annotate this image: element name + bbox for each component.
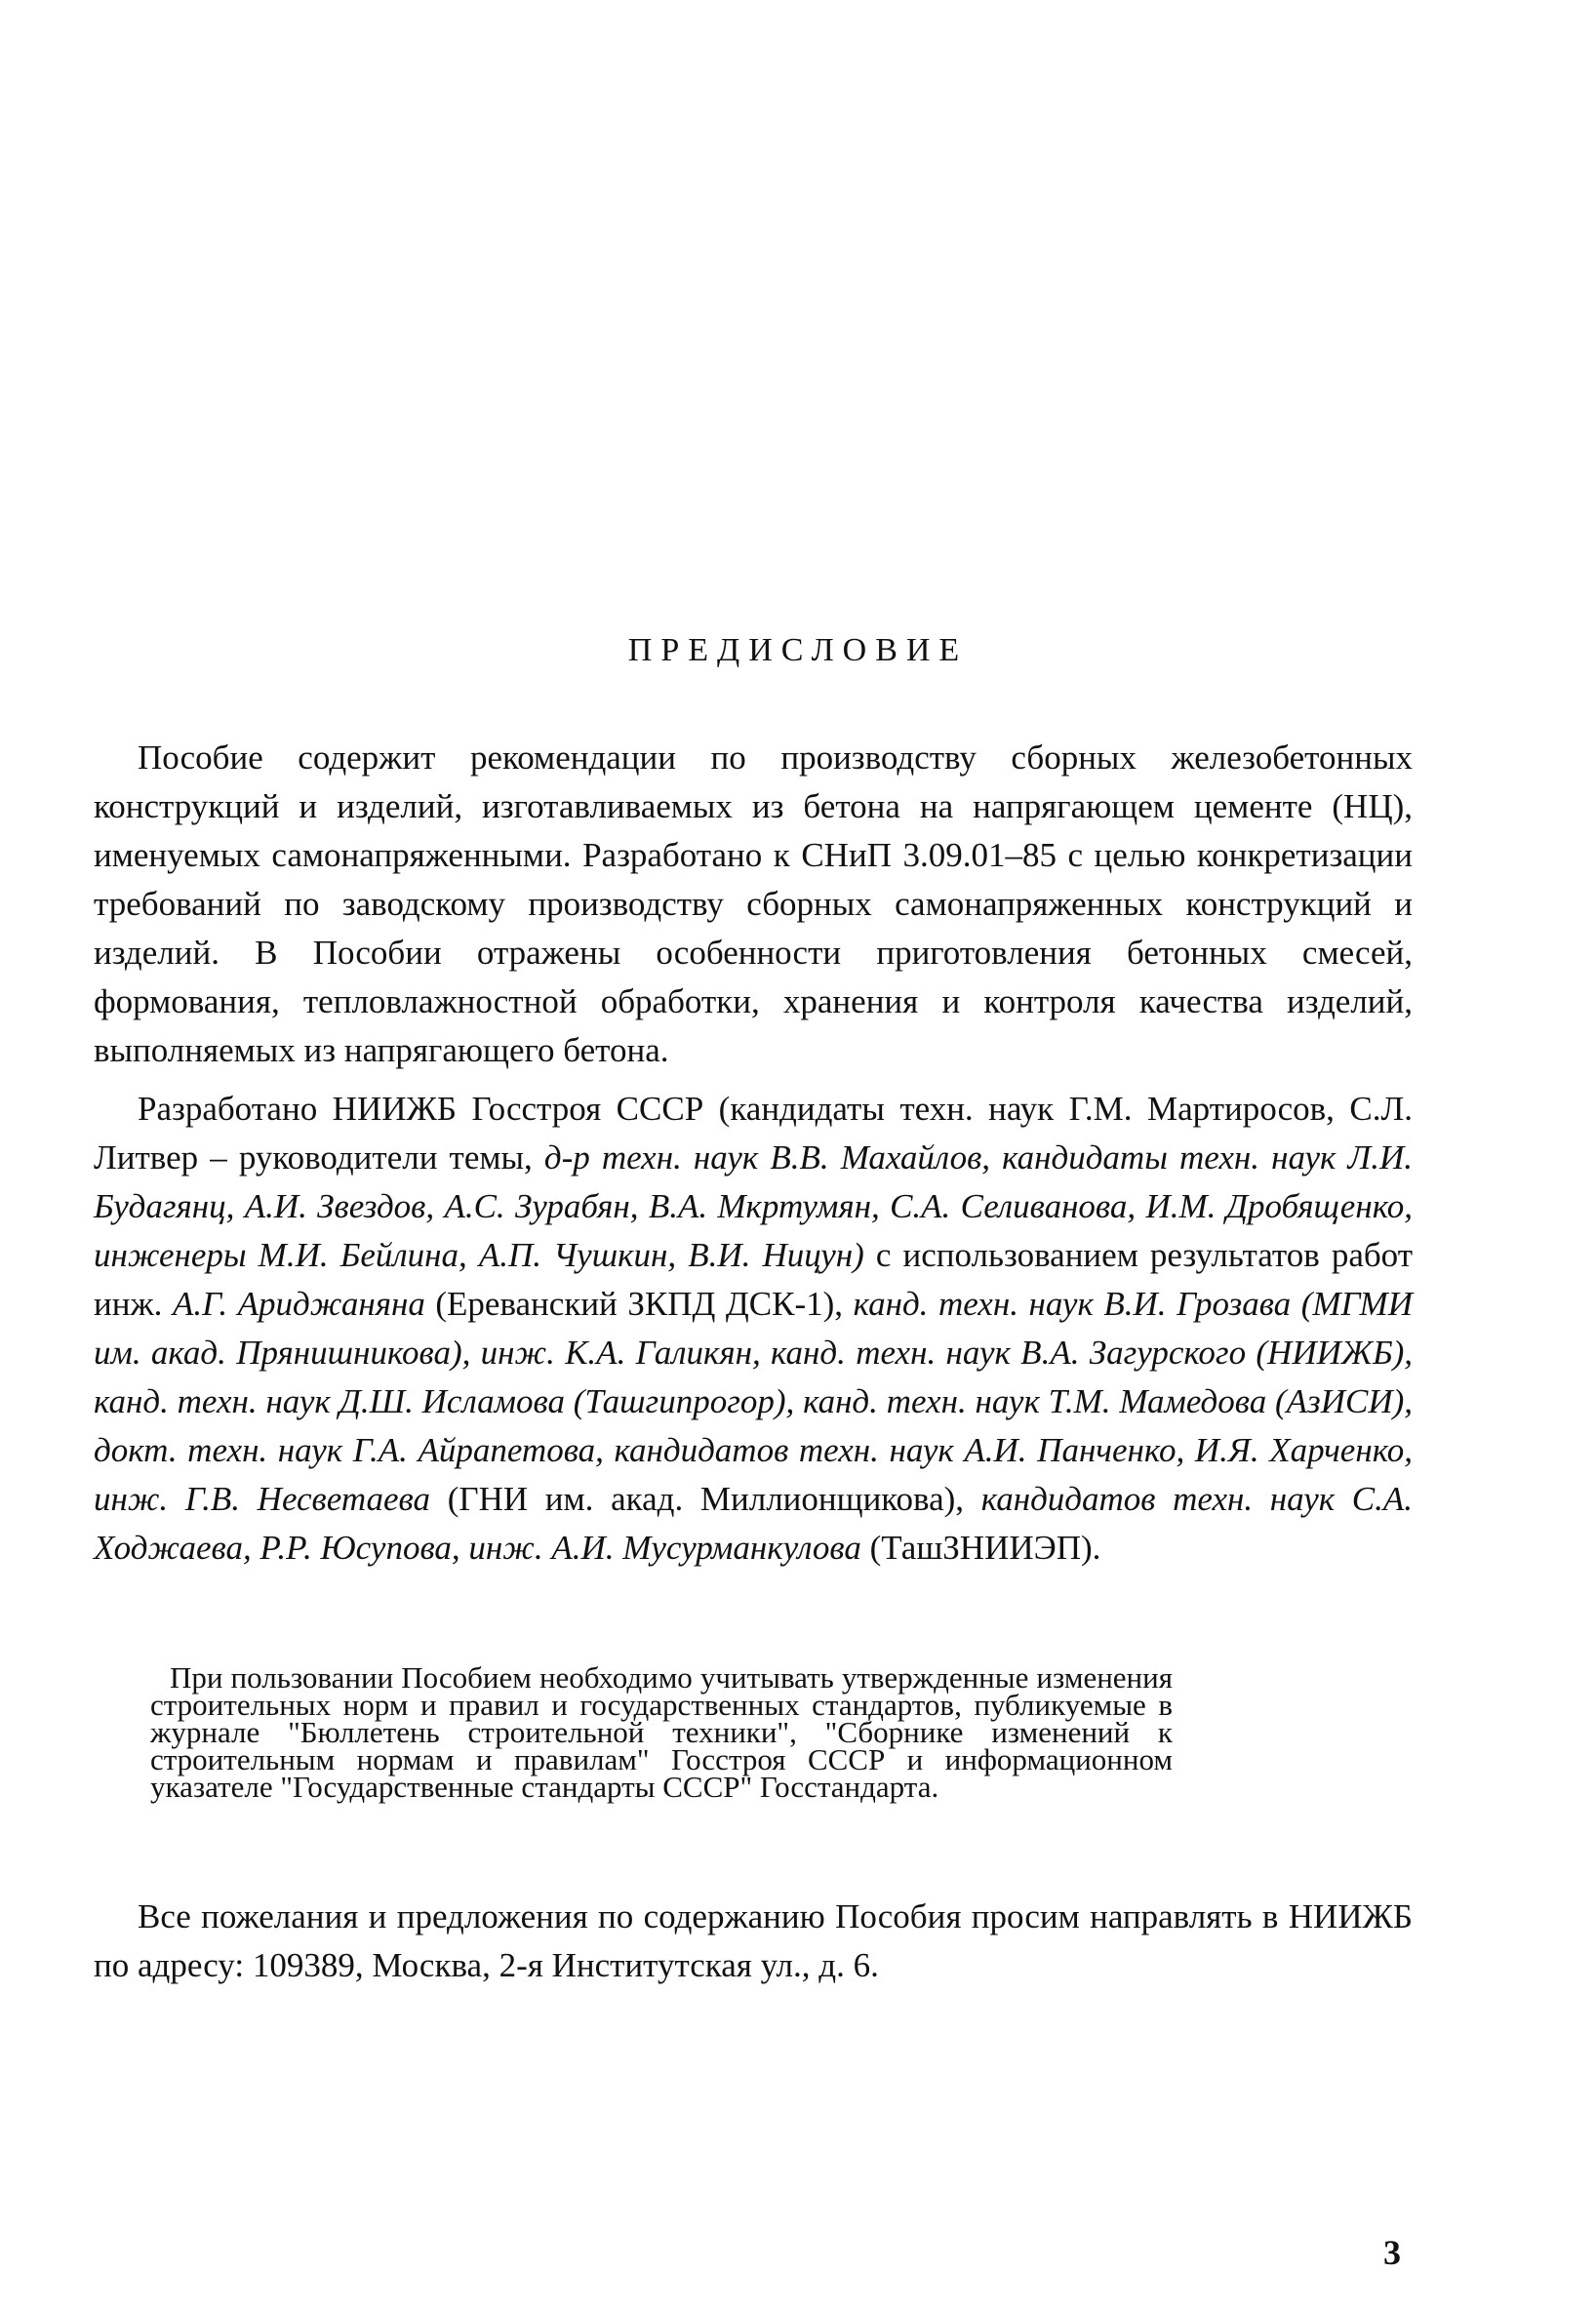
preface-paragraph-2 (94, 1085, 1413, 1573)
authors-italic-3: канд. техн. наук В.И. Грозава (МГМИ им. акад. Прянишникова), инж. К.А. Галикян, канд. техн. наук В.А. Загурского (НИИЖБ), канд. техн. наук Д.Ш. Исламова (Ташгипрогор), канд. техн. наук Т.М. Мамедова (АзИСИ), докт. техн. наук Г.А. Айрапетова, кандидатов техн. наук А.И. Панченко, И.Я. Харченко, инж. Г.В. Несветаева (94, 1285, 1413, 1518)
authors-italic-4: кандидатов техн. наук С.А. Ходжаева, Р.Р. Юсупова, инж. А.И. Мусурманкулова (94, 1480, 1413, 1567)
preface-note (150, 1660, 1173, 1804)
note-text: При пользовании Пособием необходимо учитывать утвержденные изменения строительных норм и правил и государственных стандартов, публикуемые в журнале "Бюллетень строительной техники", "Сборнике изменений к строительным нормам и правилам" Госстроя СССР и информационном указателе "Государственные стандарты СССР" Госстандарта. (150, 1660, 1173, 1804)
paragraph-text: Пособие содержит рекомендации по производству сборных железобетонных конструкций и изделий, изготавливаемых из бетона на напрягающем цементе (НЦ), именуемых самонапряженными. Разработано к СНиП 3.09.01–85 с целью конкретизации требований по заводскому производству сборных самонапряженных конструкций и изделий. В Пособии отражены особенности приготовления бетонных смесей, формования, тепловлажностной обработки, хранения и контроля качества изделий, выполняемых из напрягающего бетона. (94, 738, 1413, 1069)
authors-text-4: (ГНИ им. акад. Миллионщикова), (430, 1480, 981, 1518)
authors-text-1: Разработано НИИЖБ Госстроя СССР (кандидаты техн. наук Г.М. Мартиросов, С.Л. Литвер – руководители темы, (94, 1090, 1413, 1176)
page-title: ПРЕДИСЛОВИЕ (627, 632, 969, 668)
authors-text-5: (ТашЗНИИЭП). (860, 1529, 1101, 1567)
preface-paragraph-4 (94, 1893, 1413, 1990)
authors-paragraph (94, 1085, 1413, 1573)
page-number: 3 (1383, 2233, 1401, 2272)
authors-italic-1: д-р техн. наук В.В. Махайлов, кандидаты техн. наук Л.И. Будагянц, А.И. Звездов, А.С. Зурабян, В.А. Мкртумян, С.А. Селиванова, И.М. Дробященко, инженеры М.И. Бейлина, А.П. Чушкин, В.И. Ницун) (94, 1138, 1413, 1274)
authors-text-3: (Ереванский ЗКПД ДСК-1), (424, 1285, 854, 1323)
authors-text-2: с использованием результатов работ инж. (94, 1236, 1414, 1323)
contact-text: Все пожелания и предложения по содержанию Пособия просим направлять в НИИЖБ по адресу: 109389, Москва, 2-я Институтская ул., д. 6. (94, 1897, 1413, 1984)
preface-paragraph-1 (94, 734, 1413, 1075)
authors-italic-2: А.Г. Ариджаняна (172, 1285, 425, 1323)
